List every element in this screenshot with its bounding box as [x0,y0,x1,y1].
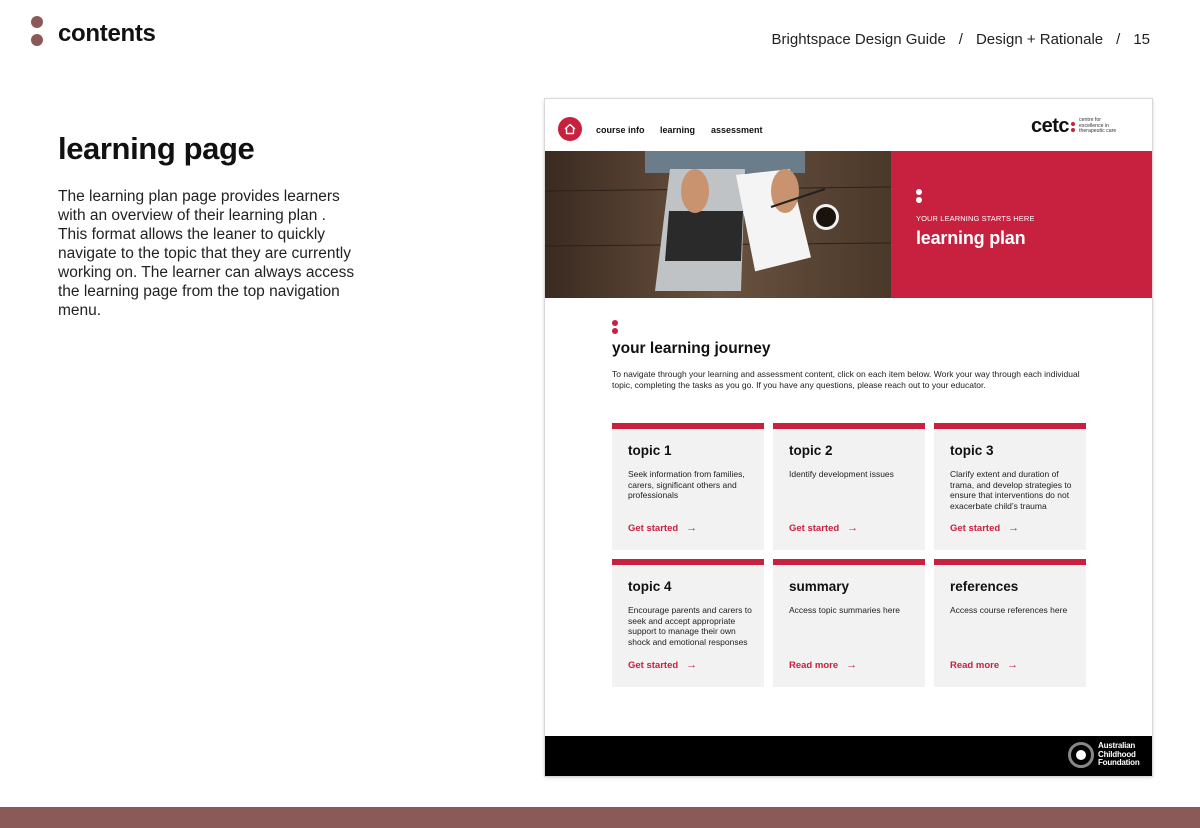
home-icon[interactable] [558,117,582,141]
card-link-label: Read more [950,659,1000,671]
heart-icon [1068,742,1094,768]
topic-card[interactable] [612,423,764,550]
hero-kicker: YOUR LEARNING STARTS HERE [916,214,1035,223]
cetc-logo [1031,115,1119,138]
contents-title: contents [58,20,156,47]
card-link-label: Get started [950,522,1001,534]
card-link-label: Get started [628,659,679,671]
arrow-right-icon: → [686,659,698,671]
card-description: Access topic summaries here [789,605,901,615]
arrow-right-icon: → [846,659,858,671]
card-title: topic 2 [789,443,833,458]
mock-footer [545,736,1152,776]
bottom-brand-bar [0,807,1200,828]
hero-banner [545,151,1152,298]
hero-title: learning plan [916,228,1026,248]
breadcrumb-guide: Brightspace Design Guide [771,31,946,48]
arrow-right-icon: → [686,522,698,534]
breadcrumb-section: Design + Rationale [975,31,1104,48]
topic-card[interactable] [612,559,764,687]
journey-description: To navigate through your learning and assessment content, click on each item below. Work your way through each individual topic, completing the tasks as you go. If you have any questions, please reach out to your educator. [612,369,1080,390]
breadcrumb-separator: / [1116,31,1121,48]
nav-learning[interactable]: learning [660,125,696,135]
card-link-label: Get started [789,522,840,534]
card-description: Encourage parents and carers to seek and accept appropriate support to manage their own shock and emotional responses [628,605,752,648]
section-title: learning page [58,131,255,166]
arrow-right-icon: → [847,522,859,534]
card-description: Seek information from families, carers, significant others and professionals [628,469,745,501]
arrow-right-icon: → [1007,659,1019,671]
journey-dots-icon [612,320,618,336]
hero-panel [891,151,1152,298]
learning-page-mockup [545,99,1152,776]
topic-card[interactable] [773,423,925,550]
card-title: topic 4 [628,579,672,594]
hero-dots-icon [916,189,922,205]
title-dots-icon [31,16,45,52]
read-more-link[interactable] [789,659,857,671]
breadcrumb-separator: / [958,31,963,48]
card-description: Clarify extent and duration of trama, and develop strategies to ensure that interventions do not exacerbate child’s trauma [950,469,1072,512]
card-description: Access course references here [950,605,1068,615]
journey-title: your learning journey [612,340,771,357]
references-card[interactable] [934,559,1086,687]
card-title: topic 3 [950,443,994,458]
read-more-link[interactable] [950,659,1018,671]
acf-logo-text: Australian Childhood Foundation [1098,741,1140,768]
get-started-link[interactable] [628,522,697,534]
nav-course-info[interactable]: course info [596,125,645,135]
mock-top-nav [545,99,1152,151]
get-started-link[interactable] [950,522,1019,534]
acf-logo [1068,742,1144,768]
section-body: The learning plan page provides learners with an overview of their learning plan . This format allows the leaner to quickly navigate to the topic that they are currently working on. The learner can always access the learning page from the top navigation menu. [58,188,355,319]
card-link-label: Get started [628,522,679,534]
logo-subtitle: centre for excellence in therapeutic care [1079,117,1117,135]
arrow-right-icon: → [1008,522,1020,534]
page-number: 15 [1133,31,1150,48]
get-started-link[interactable] [628,659,697,671]
card-title: summary [789,579,850,594]
get-started-link[interactable] [789,522,858,534]
hero-photo [545,151,891,298]
card-link-label: Read more [789,659,839,671]
topic-card[interactable] [934,423,1086,550]
card-title: topic 1 [628,443,672,458]
nav-assessment[interactable]: assessment [711,125,763,135]
logo-dots-icon [1071,121,1075,133]
card-description: Identify development issues [789,469,894,479]
breadcrumb [772,31,1150,48]
summary-card[interactable] [773,559,925,687]
logo-word: cetc [1031,115,1070,137]
card-title: references [950,579,1019,594]
